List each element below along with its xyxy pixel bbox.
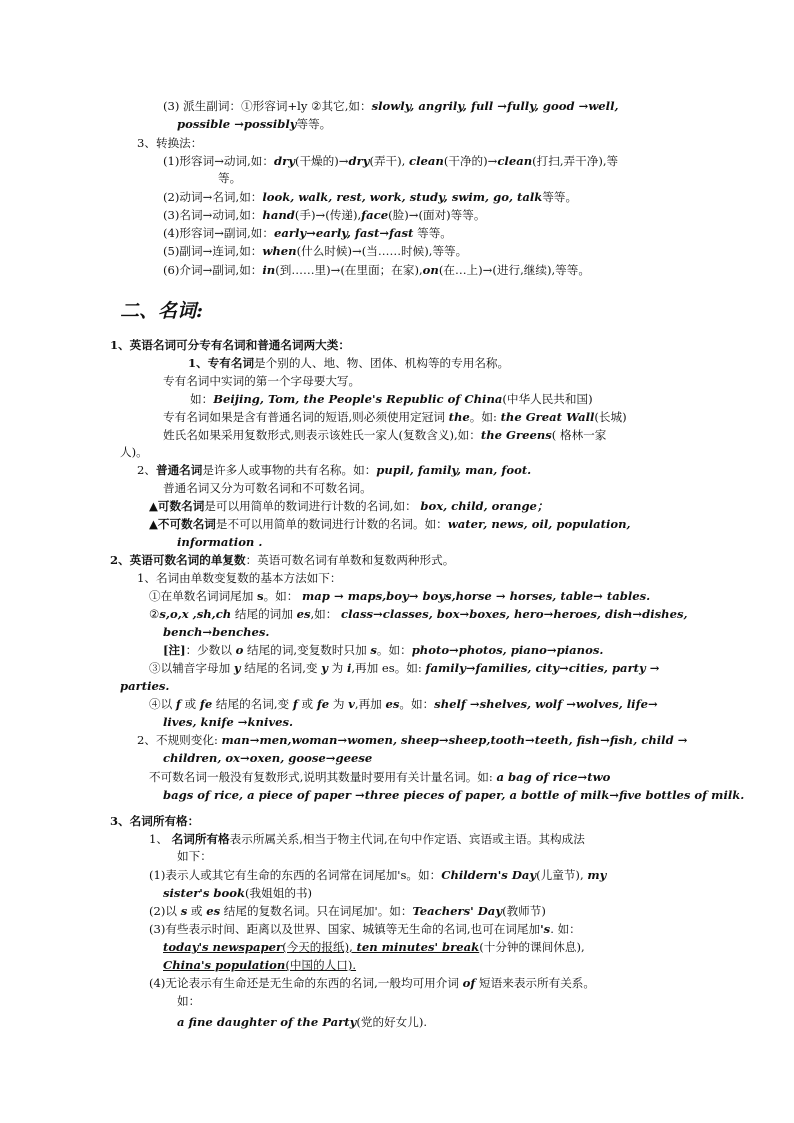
text-segment: possible →possibly — [177, 117, 297, 131]
text-line — [149, 498, 549, 514]
text-segment: 等等。 — [542, 190, 578, 204]
text-segment: 专有名词如果是含有普通名词的短语,则必须使用定冠词 — [163, 410, 449, 424]
text-segment: ：英语可数名词有单数和复数两种形式。 — [245, 553, 455, 567]
text-line — [163, 480, 372, 496]
text-segment: (打扫,弄干净),等 — [532, 154, 619, 168]
text-segment: 是许多人或事物的共有名称。如： — [202, 463, 377, 477]
text-segment: 为 — [327, 661, 347, 675]
text-segment: Teachers' Day — [412, 904, 503, 918]
text-line — [218, 170, 241, 186]
text-segment: fe — [199, 697, 213, 711]
text-line — [163, 787, 744, 803]
text-segment: family→families, city→cities, party → — [425, 661, 660, 675]
text-segment: (干净的)→ — [443, 154, 498, 168]
text-segment: (3) 派生副词：①形容词+ly ②其它,如： — [163, 99, 372, 113]
text-line — [149, 867, 606, 883]
text-segment: o — [235, 643, 244, 657]
text-segment: ,再加 — [354, 697, 386, 711]
text-segment: 。如: — [469, 410, 501, 424]
text-segment: 如： — [190, 392, 214, 406]
text-segment: s — [370, 643, 377, 657]
text-segment: ④以 — [149, 697, 176, 711]
text-segment: (4)形容词→副词,如： — [163, 226, 274, 240]
text-segment: lives, knife →knives. — [163, 715, 294, 729]
text-line — [163, 750, 372, 766]
text-segment: 3、转换法： — [137, 136, 203, 150]
text-segment: (今天的报纸), — [282, 940, 357, 954]
text-segment: (教师节) — [502, 904, 546, 918]
text-segment: 1、英语名词可分专有名词和普通名词两大类： — [110, 338, 350, 352]
text-line — [110, 552, 454, 568]
text-segment: (在…上)→(进行,继续),等等。 — [438, 263, 590, 277]
text-line — [120, 444, 148, 460]
text-line — [163, 225, 452, 241]
text-segment: (3)有些表示时间、距离以及世界、国家、城镇等无生命的名词,也可在词尾加 — [149, 922, 541, 936]
text-segment: 是不可以用简单的数词进行计数的名词。如： — [215, 517, 448, 531]
text-segment: children, ox→oxen, goose→geese — [163, 751, 373, 765]
text-segment: f — [292, 697, 298, 711]
text-segment: 等等。 — [413, 226, 452, 240]
text-segment: 。如： — [263, 589, 303, 603]
text-segment: (党的好女儿). — [356, 1015, 428, 1029]
text-line — [110, 813, 199, 829]
text-segment: ③以辅音字母加 — [149, 661, 234, 675]
text-line — [149, 975, 595, 991]
text-line — [163, 189, 577, 205]
text-segment: ,如： — [310, 607, 342, 621]
text-segment: China's population — [163, 958, 286, 972]
text-segment: early→early, fast→fast — [273, 226, 414, 240]
text-segment: the — [448, 410, 470, 424]
text-segment: 如： — [177, 994, 201, 1008]
text-segment: . 如： — [550, 922, 581, 936]
text-segment: parties. — [120, 679, 170, 693]
text-segment: the Greens — [480, 428, 552, 442]
text-segment: 普通名词 — [155, 463, 203, 477]
text-segment: face — [361, 208, 389, 222]
text-segment: ② — [149, 607, 160, 621]
text-line — [163, 153, 618, 169]
text-line — [190, 391, 593, 407]
text-segment: 2、不规则变化: — [137, 733, 222, 747]
text-segment: box, child, orange； — [420, 499, 549, 513]
text-line — [149, 516, 631, 532]
text-line — [163, 939, 585, 955]
text-segment: 1、 — [149, 832, 172, 846]
text-segment: [注] — [163, 643, 186, 657]
text-segment: bench→benches. — [163, 625, 270, 639]
text-segment: i — [346, 661, 352, 675]
text-segment: 姓氏名如果采用复数形式,则表示该姓氏一家人(复数含义),如： — [163, 428, 481, 442]
text-segment: s,o,x ,sh,ch — [159, 607, 232, 621]
text-segment: (中华人民共和国) — [502, 392, 593, 406]
text-segment: es — [206, 904, 221, 918]
text-segment: 结尾的名词,变 — [212, 697, 293, 711]
text-segment: (2)动词→名词,如： — [163, 190, 263, 204]
text-segment: (1)形容词→动词,如： — [163, 154, 274, 168]
text-segment: 人)。 — [120, 445, 148, 459]
text-segment: y — [321, 661, 328, 675]
text-segment: look, walk, rest, work, study, swim, go, talk — [262, 190, 543, 204]
text-segment: photo→photos, piano→pianos. — [411, 643, 604, 657]
section-heading-nouns: 二、名词: — [120, 300, 204, 322]
text-segment: clean — [409, 154, 444, 168]
text-segment: (2)以 — [149, 904, 181, 918]
text-segment: 2、英语可数名词的单复数 — [110, 553, 246, 567]
text-segment: 结尾的名词,变 — [240, 661, 322, 675]
text-segment: ▲不可数名词 — [149, 517, 216, 531]
text-segment: s — [257, 589, 264, 603]
text-line — [163, 885, 312, 901]
text-line — [163, 243, 467, 259]
text-segment: when — [262, 244, 297, 258]
text-line — [163, 427, 606, 443]
text-segment: s — [180, 904, 188, 918]
text-line — [137, 570, 341, 586]
text-segment: 是可以用简单的数词进行计数的名词,如： — [204, 499, 421, 513]
text-segment: my — [587, 868, 607, 882]
text-segment: (4)无论表示有生命还是无生命的东西的名词,一般均可用介词 — [149, 976, 463, 990]
text-segment: ①在单数名词词尾加 — [149, 589, 258, 603]
text-segment: 为 — [329, 697, 349, 711]
text-segment: a bag of rice→two — [496, 770, 611, 784]
text-segment: 或 — [180, 697, 200, 711]
text-segment: on — [422, 263, 439, 277]
text-segment: (1)表示人或其它有生命的东西的名词常在词尾加's。如： — [149, 868, 442, 882]
text-segment: 结尾的复数名词。只在词尾加'。如： — [220, 904, 413, 918]
text-segment: 表示所属关系,相当于物主代词,在句中作定语、宾语或主语。其构成法 — [229, 832, 585, 846]
text-line — [177, 1014, 427, 1030]
text-segment: 2、 — [137, 463, 156, 477]
text-segment: bags of rice, a piece of paper →three pieces of paper, a bottle of milk→five bottles of milk. — [163, 788, 745, 802]
text-line — [163, 642, 603, 658]
text-segment: (什么时候)→(当……时候),等等。 — [296, 244, 468, 258]
text-segment: slowly, angrily, full →fully, good →well, — [371, 99, 619, 113]
text-segment: 1、名词由单数变复数的基本方法如下： — [137, 571, 342, 585]
text-segment: (3)名词→动词,如： — [163, 208, 263, 222]
text-segment: 1、专有名词 — [188, 356, 255, 370]
text-segment: fe — [316, 697, 330, 711]
text-segment: ▲可数名词 — [149, 499, 205, 513]
text-segment: 不可数名词一般没有复数形式,说明其数量时要用有关计量名词。如: — [149, 770, 497, 784]
text-segment: f — [175, 697, 181, 711]
text-segment: 或 — [187, 904, 207, 918]
text-segment: (6)介词→副词,如： — [163, 263, 263, 277]
text-segment: 普通名词又分为可数名词和不可数名词。 — [163, 481, 372, 495]
text-segment: Beijing, Tom, the People's Republic of China — [213, 392, 503, 406]
text-line — [163, 373, 360, 389]
text-segment: map → maps,boy→ boys,horse → horses, table→ tables. — [302, 589, 651, 603]
text-segment: 。如： — [376, 643, 412, 657]
text-line — [177, 534, 262, 550]
text-segment: (手)→(传递), — [294, 208, 362, 222]
text-segment: 等等。 — [296, 117, 332, 131]
text-segment: man→men,woman→women, sheep→sheep,tooth→teeth, fish→fish, child → — [221, 733, 688, 747]
text-segment: 等。 — [218, 171, 242, 185]
text-line — [149, 769, 610, 785]
text-segment: v — [348, 697, 355, 711]
text-segment: (到……里)→(在里面；在家), — [275, 263, 423, 277]
text-segment: sister's book — [163, 886, 246, 900]
text-segment: 短语来表示所有关系。 — [475, 976, 595, 990]
text-segment: (我姐姐的书) — [245, 886, 313, 900]
text-line — [149, 606, 688, 622]
text-segment: 3、名词所有格： — [110, 814, 200, 828]
text-line — [163, 262, 590, 278]
text-segment: 's — [540, 922, 551, 936]
text-line — [163, 714, 293, 730]
text-segment: the Great Wall — [500, 410, 595, 424]
text-segment: 结尾的词加 — [231, 607, 297, 621]
text-segment: es — [385, 697, 400, 711]
text-segment: ( 格林一家 — [551, 428, 607, 442]
text-segment: class→classes, box→boxes, hero→heroes, dish→dishes, — [341, 607, 688, 621]
text-line — [163, 409, 627, 425]
text-line — [177, 116, 331, 132]
text-segment: Childern's Day — [441, 868, 537, 882]
text-line — [149, 903, 546, 919]
text-segment: information . — [177, 535, 263, 549]
text-segment: dry — [348, 154, 370, 168]
text-line — [177, 993, 200, 1009]
text-line — [137, 462, 531, 478]
text-segment: dry — [273, 154, 295, 168]
text-segment: (儿童节), — [536, 868, 588, 882]
text-segment: (干燥的)→ — [294, 154, 349, 168]
text-line — [188, 355, 509, 371]
text-line — [149, 921, 581, 937]
text-segment: (十分钟的课间休息), — [479, 940, 585, 954]
text-segment: (中国的人口). — [285, 958, 357, 972]
text-line — [149, 831, 585, 847]
text-segment: hand — [262, 208, 295, 222]
text-line — [177, 848, 212, 864]
text-segment: (弄干), — [369, 154, 410, 168]
text-segment: 如下： — [177, 849, 212, 863]
text-segment: shelf →shelves, wolf →wolves, life→ — [434, 697, 658, 711]
text-segment: ten minutes' break — [356, 940, 480, 954]
text-segment: (脸)→(面对)等等。 — [388, 208, 486, 222]
text-segment: clean — [497, 154, 533, 168]
text-segment: today's newspaper — [163, 940, 283, 954]
text-segment: 是个别的人、地、物、团体、机构等的专用名称。 — [254, 356, 510, 370]
text-segment: y — [233, 661, 241, 675]
text-segment: a fine daughter of the Party — [177, 1015, 357, 1029]
text-line — [149, 696, 658, 712]
text-segment: 结尾的词,变复数时只加 — [243, 643, 371, 657]
text-segment: of — [462, 976, 476, 990]
text-line — [120, 678, 169, 694]
text-segment: 。如： — [399, 697, 435, 711]
text-segment: ：少数以 — [185, 643, 236, 657]
text-line — [163, 98, 619, 114]
text-segment: 名词所有格 — [171, 832, 230, 846]
text-segment: (长城) — [594, 410, 627, 424]
text-line — [137, 135, 202, 151]
text-line — [163, 207, 485, 223]
text-line — [149, 660, 660, 676]
text-segment: water, news, oil, population, — [447, 517, 631, 531]
text-line — [110, 337, 350, 353]
text-line — [163, 624, 269, 640]
text-segment: pupil, family, man, foot. — [376, 463, 532, 477]
text-segment: ,再加 es。如: — [351, 661, 426, 675]
text-line — [149, 588, 650, 604]
text-segment: in — [262, 263, 276, 277]
text-line — [163, 957, 356, 973]
text-segment: 或 — [297, 697, 317, 711]
text-line — [137, 732, 687, 748]
text-segment: (5)副词→连词,如： — [163, 244, 263, 258]
text-segment: es — [296, 607, 311, 621]
text-segment: 专有名词中实词的第一个字母要大写。 — [163, 374, 361, 388]
